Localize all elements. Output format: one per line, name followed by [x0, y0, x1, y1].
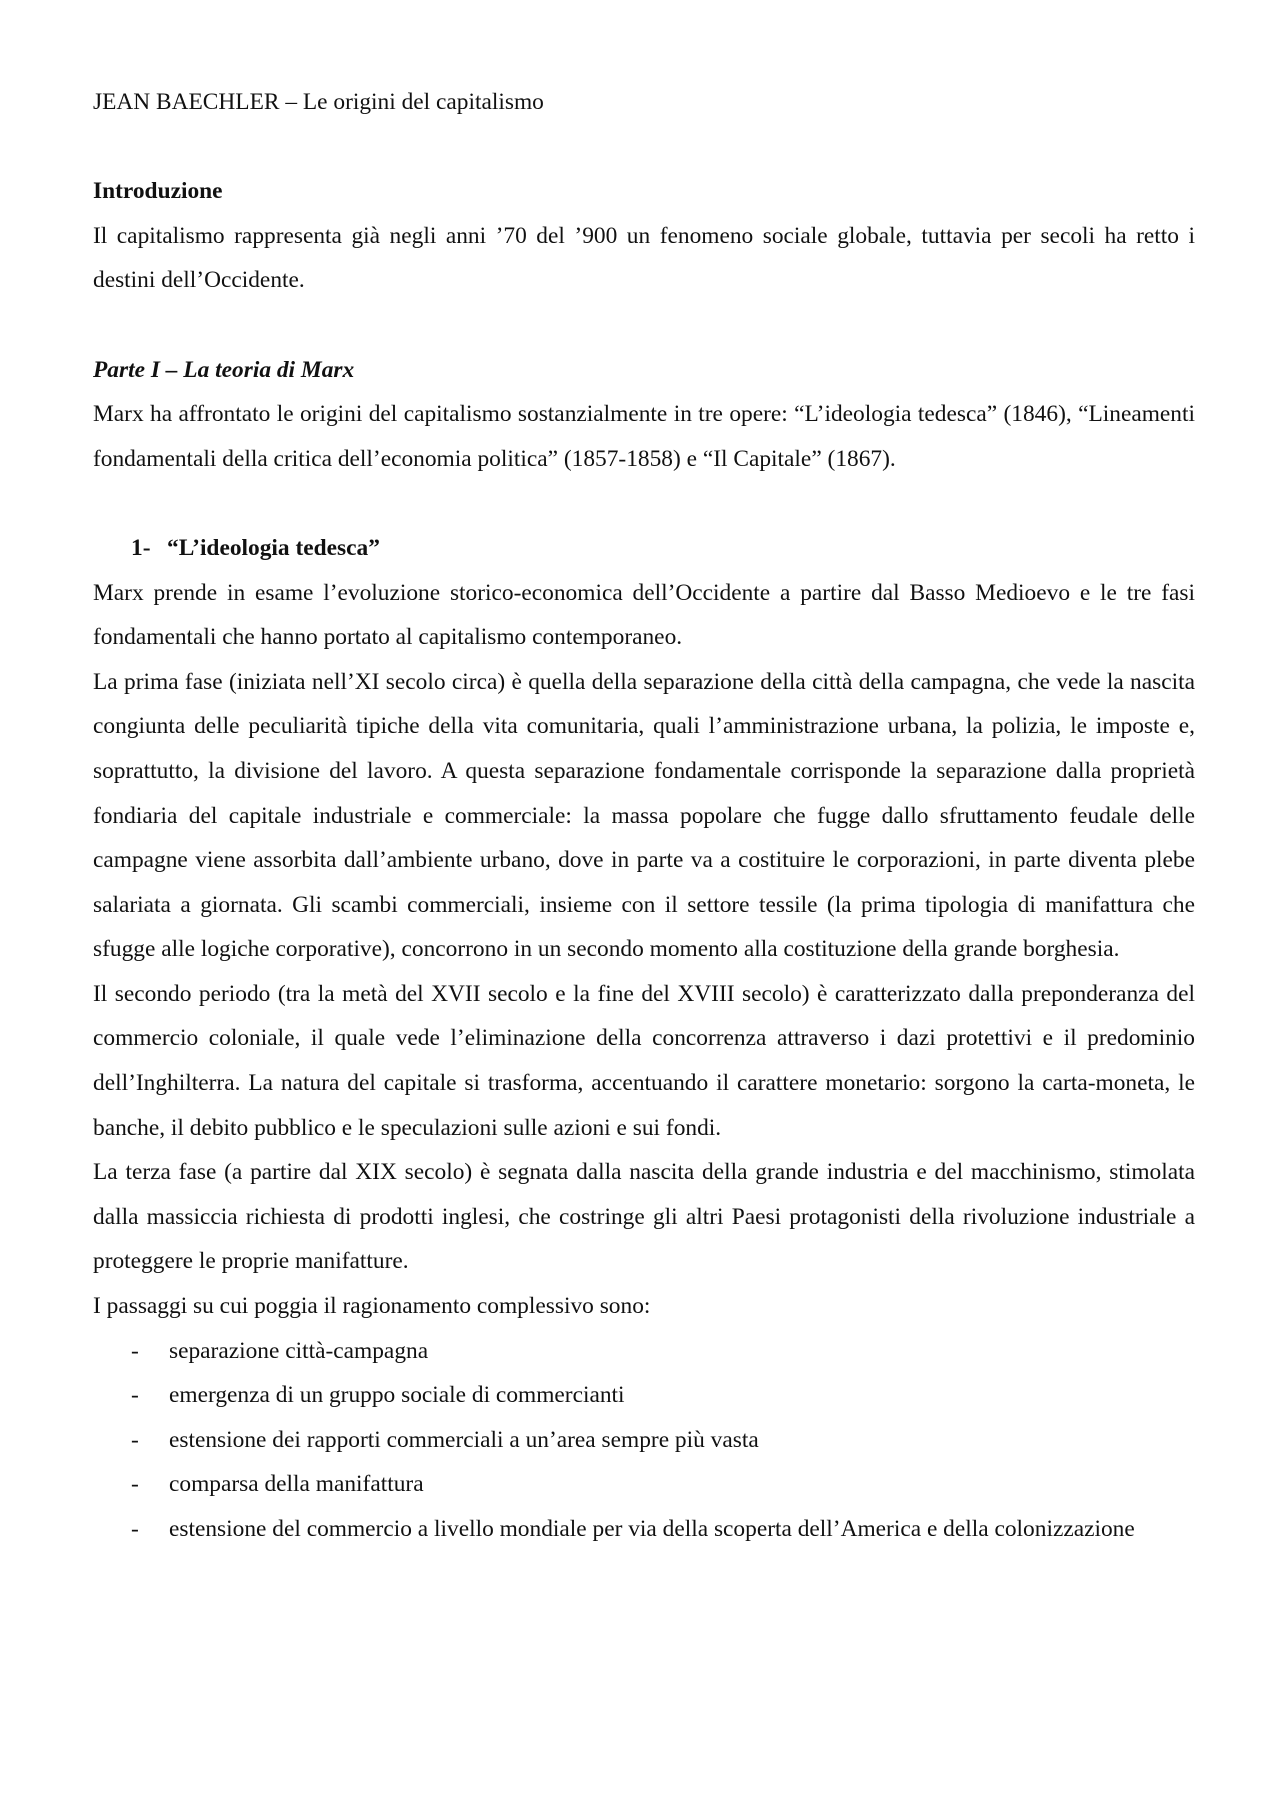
- section1-paragraph-1: Marx prende in esame l’evoluzione storico-economica dell’Occidente a partire dal Basso Medioevo e le tre fasi fondamentali che hanno portato al capitalismo contemporaneo.: [93, 579, 1195, 651]
- section1-number: 1-: [131, 534, 151, 561]
- list-item: [93, 1462, 1195, 1507]
- list-item-text: separazione città-campagna: [169, 1337, 429, 1364]
- spacer: [93, 303, 1195, 348]
- list-dash: -: [131, 1337, 139, 1364]
- part1-paragraph: Marx ha affrontato le origini del capitalismo sostanzialmente in tre opere: “L’ideologia tedesca” (1846), “Lineamenti fondamentali della critica dell’economia politica” (1857-1858) e “Il Capitale” (1867).: [93, 401, 1195, 472]
- intro-paragraph: Il capitalismo rappresenta già negli anni ’70 del ’900 un fenomeno sociale globale, tuttavia per secoli ha retto i destini dell’Occidente.: [93, 222, 1195, 294]
- section1-heading: [93, 526, 1195, 571]
- spacer: [93, 125, 1195, 170]
- list-dash: -: [131, 1382, 139, 1409]
- list-item-text: estensione del commercio a livello mondiale per via della scoperta dell’America e della colonizzazione: [169, 1516, 1135, 1542]
- list-item-text: estensione dei rapporti commerciali a un’area sempre più vasta: [169, 1426, 759, 1453]
- list-dash: -: [131, 1516, 139, 1542]
- list-dash: -: [131, 1426, 139, 1453]
- section1-paragraph-3: Il secondo periodo (tra la metà del XVII secolo e la fine del XVIII secolo) è caratterizzato dalla preponderanza del commercio coloniale, il quale vede l’eliminazione della concorrenza attraverso i dazi protettivi e il predominio dell’Inghilterra. La natura del capitale si trasforma, accentuando il carattere monetario: sorgono la carta-moneta, le banche, il debito pubblico e le speculazioni sulle azioni e sui fondi.: [93, 980, 1195, 1141]
- list-item-text: emergenza di un gruppo sociale di commercianti: [169, 1382, 625, 1409]
- intro-heading: Introduzione: [93, 178, 223, 205]
- list-dash: -: [131, 1471, 139, 1498]
- passages-list: [93, 1329, 1195, 1552]
- document-header: JEAN BAECHLER – Le origini del capitalismo: [93, 89, 544, 115]
- section1-paragraph-4: La terza fase (a partire dal XIX secolo) è segnata dalla nascita della grande industria e del macchinismo, stimolata dalla massiccia richiesta di prodotti inglesi, che costringe gli altri Paesi protagonisti della rivoluzione industriale a proteggere le proprie manifatture.: [93, 1159, 1195, 1275]
- list-item: [93, 1418, 1195, 1463]
- list-item: [93, 1373, 1195, 1418]
- section1-title: “L’ideologia tedesca”: [167, 534, 380, 561]
- section1-paragraph-5: I passaggi su cui poggia il ragionamento complessivo sono:: [93, 1293, 651, 1320]
- list-item: [93, 1507, 1195, 1552]
- list-item: [93, 1329, 1195, 1374]
- section1-paragraph-2: La prima fase (iniziata nell’XI secolo circa) è quella della separazione della città della campagna, che vede la nascita congiunta delle peculiarità tipiche della vita comunitaria, quali l’amministrazione urbana, la polizia, le imposte e, soprattutto, la divisione del lavoro. A questa separazione fondamentale corrisponde la separazione dalla proprietà fondiaria del capitale industriale e commerciale: la massa popolare che fugge dallo sfruttamento feudale delle campagne viene assorbita dall’ambiente urbano, dove in parte va a costituire le corporazioni, in parte diventa plebe salariata a giornata. Gli scambi commerciali, insieme con il settore tessile (la prima tipologia di manifattura che sfugge alle logiche corporative), concorrono in un secondo momento alla costituzione della grande borghesia.: [93, 668, 1195, 963]
- part1-heading: Parte I – La teoria di Marx: [93, 356, 355, 383]
- document-page: [93, 80, 1195, 1552]
- list-item-text: comparsa della manifattura: [169, 1471, 424, 1498]
- spacer: [93, 481, 1195, 526]
